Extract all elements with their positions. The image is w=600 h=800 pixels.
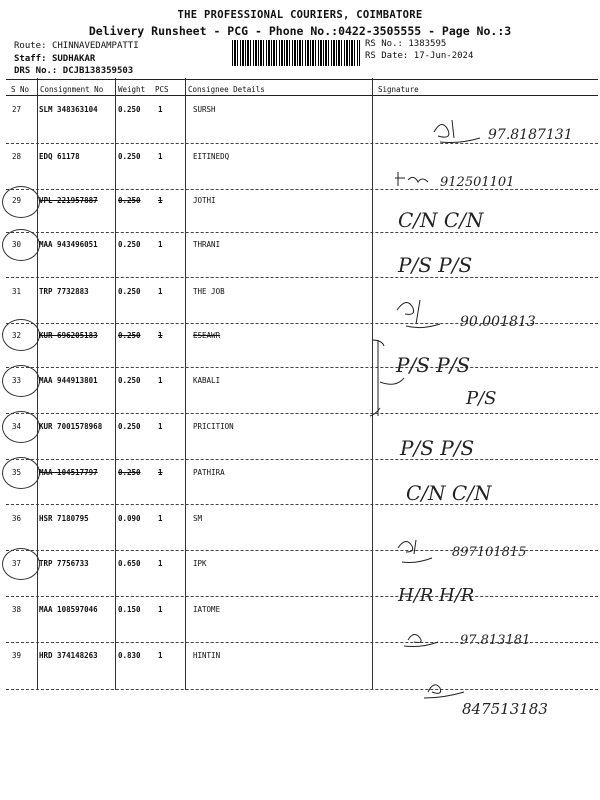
signature-text-r27: 97.8187131	[488, 127, 573, 143]
rs-no-label: RS No.:	[365, 39, 403, 49]
row-sno: 37	[12, 559, 22, 568]
signature-scribble	[397, 300, 440, 328]
row-consignee: IPK	[193, 559, 207, 568]
header-signature: Signature	[378, 85, 419, 94]
row-consignee: PRICITION	[193, 422, 234, 431]
signature-text-r35: C/N C/N	[406, 481, 492, 505]
row-consignee: HINTIN	[193, 651, 221, 660]
rs-date-value: 17-Jun-2024	[413, 51, 474, 61]
row-sno: 33	[12, 376, 22, 385]
row-pcs: 1	[158, 605, 163, 614]
row-consignee: EITINEDQ	[193, 152, 230, 161]
drs-label: DRS No.:	[14, 66, 58, 76]
row-sno: 30	[12, 240, 22, 249]
row-sno: 34	[12, 422, 22, 431]
row-pcs: 1	[158, 287, 163, 296]
row-pcs: 1	[158, 196, 163, 205]
row-sno: 36	[12, 514, 22, 523]
row-consignee: JOTHI	[193, 196, 216, 205]
row-weight: 0.150	[118, 605, 141, 614]
row-consignment: TRP 7732883	[39, 287, 89, 296]
row-consignment: VPL 221957887	[39, 196, 98, 205]
rs-date-label: RS Date:	[365, 51, 409, 61]
header-consignment: Consignment No	[40, 85, 104, 94]
header-weight: Weight	[118, 85, 146, 94]
row-sno: 32	[12, 331, 22, 340]
signature-text-r30: P/S P/S	[398, 253, 473, 277]
signature-scribble	[395, 172, 428, 186]
row-sno: 29	[12, 196, 22, 205]
row-sno: 31	[12, 287, 22, 296]
signature-text-r34: P/S P/S	[400, 436, 475, 460]
signature-text-r28: 912501101	[440, 175, 515, 190]
row-consignee: KABALI	[193, 376, 221, 385]
signature-text-r36: 897101815	[452, 545, 527, 560]
signature-scribble	[434, 120, 480, 143]
row-consignee: PATHIRA	[193, 468, 225, 477]
row-weight: 0.250	[118, 105, 141, 114]
row-consignment: KUR 7001578968	[39, 422, 103, 431]
row-weight: 0.250	[118, 196, 141, 205]
row-weight: 0.250	[118, 287, 141, 296]
signature-scribble	[424, 685, 464, 698]
row-consignment: MAA 944913801	[39, 376, 98, 385]
row-weight: 0.250	[118, 468, 141, 477]
row-consignment: EDQ 61178	[39, 152, 80, 161]
row-consignment: HSR 7180795	[39, 514, 89, 523]
row-sno: 39	[12, 651, 22, 660]
staff-label: Staff:	[14, 54, 47, 64]
row-sno: 38	[12, 605, 22, 614]
drs-value: DCJB138359503	[62, 66, 134, 76]
row-weight: 0.250	[118, 152, 141, 161]
row-weight: 0.090	[118, 514, 141, 523]
row-weight: 0.250	[118, 240, 141, 249]
signature-text-r37: H/R H/R	[398, 585, 475, 606]
staff-value: SUDHAKAR	[51, 54, 96, 64]
row-consignment: MAA 104517797	[39, 468, 98, 477]
signature-scribble	[380, 378, 404, 384]
runsheet-title: Delivery Runsheet - PCG - Phone No.:0422-3505555 - Page No.:3	[88, 24, 512, 38]
header-consignee: Consignee Details	[188, 85, 265, 94]
rs-no-value: 1383595	[408, 39, 447, 49]
row-weight: 0.250	[118, 331, 141, 340]
header-pcs: PCS	[155, 85, 169, 94]
row-pcs: 1	[158, 468, 163, 477]
row-consignee: IATOME	[193, 605, 221, 614]
row-consignee: SM	[193, 514, 203, 523]
row-consignment: SLM 348363104	[39, 105, 98, 114]
signature-text-r33b: P/S	[466, 388, 497, 409]
signature-text-r31: 90.001813	[460, 314, 536, 330]
row-consignee: THRANI	[193, 240, 221, 249]
row-weight: 0.250	[118, 422, 141, 431]
row-pcs: 1	[158, 422, 163, 431]
signature-text-r33a: P/S P/S	[396, 353, 471, 377]
signature-scribble	[404, 634, 438, 646]
row-pcs: 1	[158, 331, 163, 340]
row-pcs: 1	[158, 105, 163, 114]
row-consignment: MAA 108597046	[39, 605, 98, 614]
row-sno: 35	[12, 468, 22, 477]
row-pcs: 1	[158, 559, 163, 568]
row-weight: 0.250	[118, 376, 141, 385]
row-consignee: THE JOB	[193, 287, 225, 296]
row-consignment: MAA 943496051	[39, 240, 98, 249]
route-label: Route:	[14, 41, 47, 51]
row-pcs: 1	[158, 376, 163, 385]
row-pcs: 1	[158, 514, 163, 523]
row-consignee: SURSH	[193, 105, 216, 114]
row-pcs: 1	[158, 240, 163, 249]
row-consignment: HRD 374148263	[39, 651, 98, 660]
bracket-mark	[370, 340, 384, 416]
signature-text-r38: 97.813181	[460, 633, 531, 648]
row-consignee: ESEAWR	[193, 331, 221, 340]
row-pcs: 1	[158, 152, 163, 161]
signature-text-r29: C/N C/N	[398, 208, 484, 232]
row-pcs: 1	[158, 651, 163, 660]
header-sno: S No	[11, 85, 30, 94]
row-consignment: TRP 7756733	[39, 559, 89, 568]
company-name: THE PROFESSIONAL COURIERS, COIMBATORE	[177, 9, 423, 21]
row-weight: 0.830	[118, 651, 141, 660]
row-sno: 28	[12, 152, 22, 161]
row-consignment: KUR 696205183	[39, 331, 98, 340]
signature-text-r39: 847513183	[462, 700, 548, 718]
row-weight: 0.650	[118, 559, 141, 568]
route-value: CHINNAVEDAMPATTI	[51, 41, 139, 51]
row-sno: 27	[12, 105, 22, 114]
signature-scribble	[398, 540, 432, 563]
